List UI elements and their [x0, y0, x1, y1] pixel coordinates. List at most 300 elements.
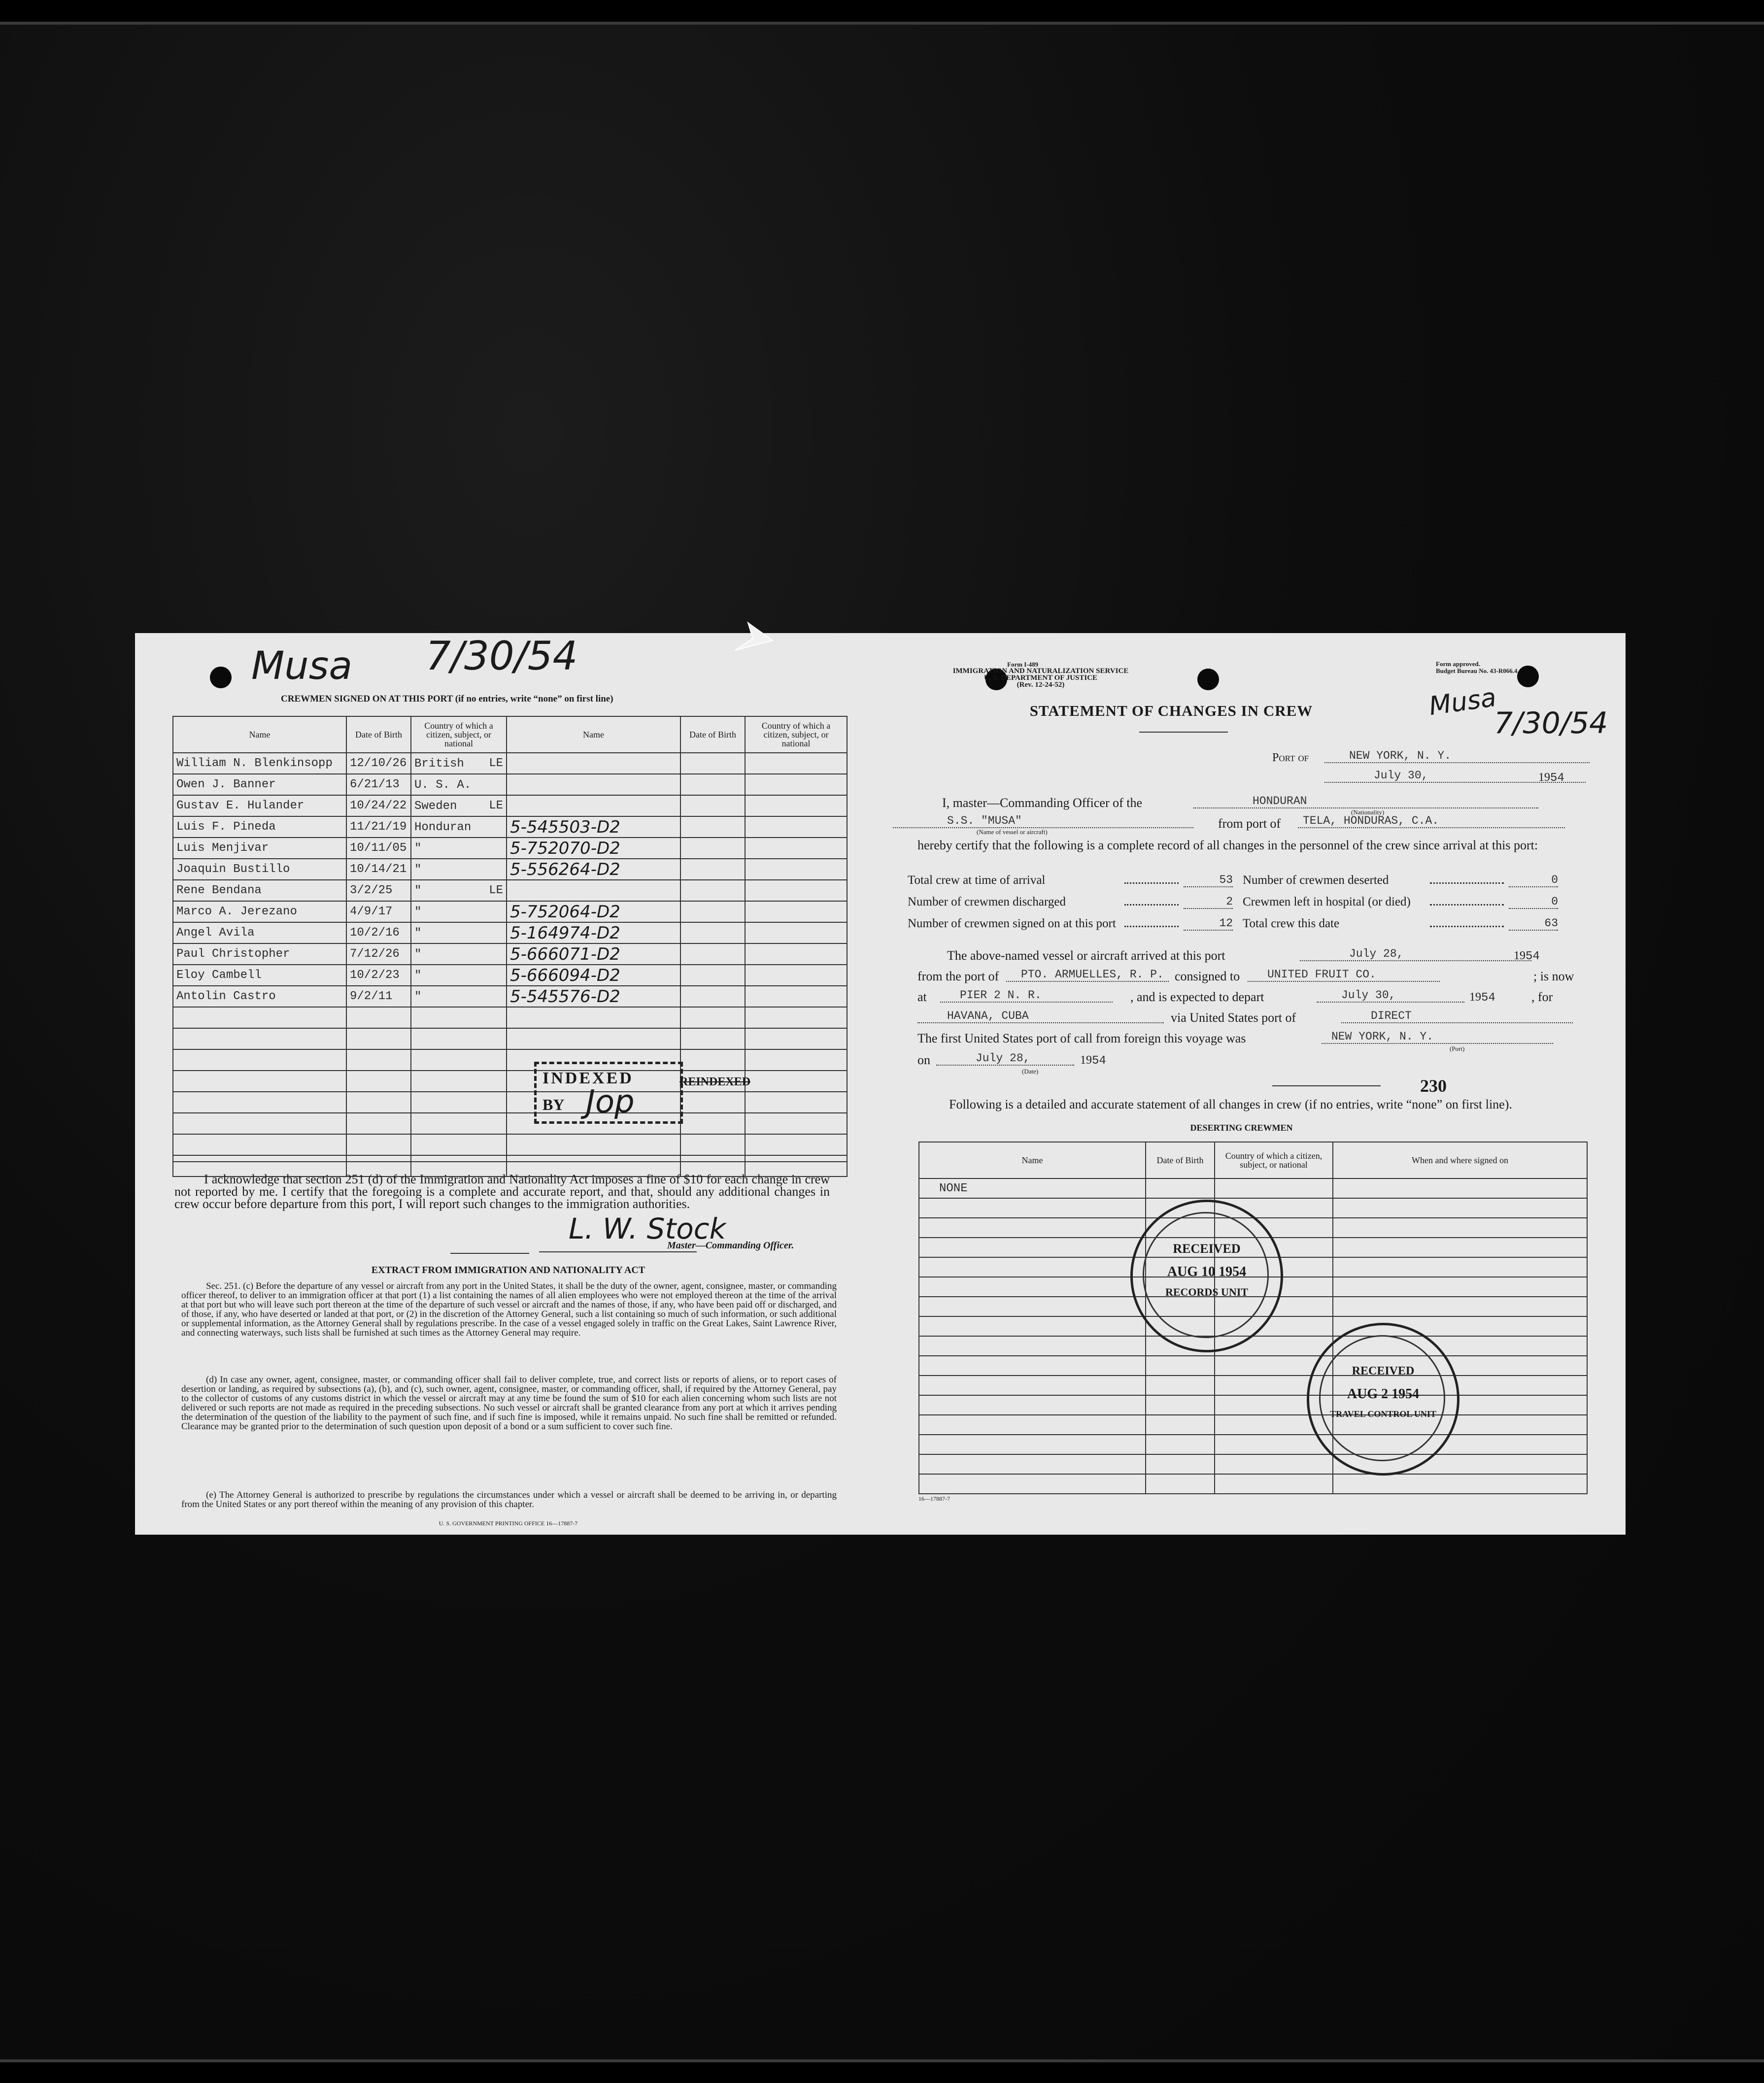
crew-note: LE: [489, 799, 503, 812]
table-cell: [745, 880, 847, 901]
table-cell: [411, 943, 507, 965]
table-row: [173, 1134, 847, 1155]
record-number: 230: [1420, 1076, 1447, 1096]
table-cell: [919, 1395, 1146, 1415]
left-footer: U. S. GOVERNMENT PRINTING OFFICE 16—17887-7: [439, 1520, 578, 1527]
table-cell: [1333, 1257, 1587, 1277]
table-cell: [173, 1049, 346, 1071]
stat-value: 63: [1509, 917, 1558, 931]
at-label: at: [917, 990, 927, 1004]
crew-reference: 5-752070-D2: [507, 838, 680, 859]
crew-name: William N. Blenkinsopp: [173, 753, 346, 774]
crew-reference: 5-556264-D2: [507, 859, 680, 880]
crew-country: Sweden: [414, 799, 457, 813]
table-cell: [1333, 1297, 1587, 1316]
table-cell: [745, 859, 847, 880]
table-cell: [173, 1028, 346, 1049]
reindexed-stamp: REINDEXED: [679, 1075, 751, 1088]
agency-dept: U. S. DEPARTMENT OF JUSTICE: [984, 674, 1098, 682]
table-cell: [507, 1134, 680, 1155]
table-cell: [173, 1113, 346, 1134]
table-row: [919, 1356, 1587, 1376]
year-19: 19: [1080, 1054, 1092, 1067]
table-cell: [411, 838, 507, 859]
from-port-value: TELA, HONDURAS, C.A.: [1298, 814, 1565, 828]
table-row: [173, 922, 847, 943]
table-cell: [346, 1092, 411, 1113]
table-row: [919, 1454, 1587, 1474]
table-cell: [745, 753, 847, 774]
crew-reference: 5-545576-D2: [507, 986, 680, 1007]
col-dob-2: Date of Birth: [680, 716, 745, 753]
crew-name: Luis F. Pineda: [173, 816, 346, 838]
table-cell: [173, 1007, 346, 1028]
port-sub: (Port): [1450, 1045, 1465, 1052]
dot-leader: [1124, 904, 1179, 906]
table-cell: [745, 901, 847, 922]
indexed-stamp: [534, 1062, 683, 1124]
table-cell: [411, 965, 507, 986]
received-records-stamp: [1130, 1200, 1283, 1352]
table-cell: [919, 1257, 1146, 1277]
table-row: [173, 880, 847, 901]
table-cell: [411, 1028, 507, 1049]
arrived-year-wrap: [1514, 949, 1540, 963]
form-agency: [913, 668, 1169, 688]
table-cell: [745, 1049, 847, 1071]
table-row: [173, 965, 847, 986]
arrived-date: July 28,: [1300, 947, 1531, 961]
deserting-none: NONE: [919, 1178, 1146, 1198]
crewmen-signed-on-table: [172, 716, 848, 1177]
table-cell: [745, 774, 847, 795]
at-value: PIER 2 N. R.: [940, 989, 1113, 1003]
table-cell: [680, 1113, 745, 1134]
binder-hole: [210, 667, 232, 688]
table-cell: [680, 1092, 745, 1113]
signature-line: [539, 1251, 697, 1252]
table-cell: [680, 880, 745, 901]
table-cell: [680, 795, 745, 816]
handwritten-date: 7/30/54: [1494, 706, 1608, 740]
table-row: [173, 901, 847, 922]
table-cell: [1146, 1454, 1215, 1474]
acknowledgement-text: I acknowledge that section 251 (d) of the Immigration and Nationality Act imposes a fine of $10 for each change in crew not reported by me. I certify that the foregoing is a complete and accurate report, and that, should any additional changes in crew occur before departure from this port, I will report such changes to the immigration authorities.: [174, 1172, 830, 1211]
table-row: [173, 753, 847, 774]
expected-label: , and is expected to depart: [1130, 990, 1264, 1004]
crew-dob: 4/9/17: [346, 901, 411, 922]
stamp2-unit: TRAVEL CONTROL UNIT: [1330, 1409, 1436, 1419]
certify-text: hereby certify that the following is a complete record of all changes in the personnel of the crew since arrival at this port:: [917, 838, 1538, 852]
report-date: July 30,: [1324, 769, 1586, 783]
port-label: Port of: [1272, 751, 1309, 764]
agency-name: IMMIGRATION AND NATURALIZATION SERVICE: [952, 667, 1129, 675]
table-cell: [919, 1474, 1146, 1494]
table-row: [919, 1395, 1587, 1415]
table-row: [919, 1376, 1587, 1395]
crew-reference: [507, 880, 680, 901]
table-cell: [411, 922, 507, 943]
crew-dob: 9/2/11: [346, 986, 411, 1007]
nationality-value: HONDURAN: [1193, 795, 1538, 808]
binder-hole: [1197, 669, 1219, 690]
table-cell: [1215, 1178, 1333, 1198]
table-cell: [1146, 1376, 1215, 1395]
table-cell: [1215, 1435, 1333, 1454]
table-cell: [919, 1454, 1146, 1474]
table-cell: [745, 986, 847, 1007]
table-cell: [680, 1134, 745, 1155]
handwritten-vessel-name: Musa: [251, 644, 353, 688]
table-cell: [745, 922, 847, 943]
stamp2-date: AUG 2 1954: [1347, 1386, 1420, 1402]
crew-reference: 5-545503-D2: [507, 816, 680, 838]
depart-date: July 30,: [1317, 989, 1464, 1003]
from-port-label: from port of: [1218, 816, 1281, 831]
table-cell: [1146, 1178, 1215, 1198]
crew-dob: 10/2/23: [346, 965, 411, 986]
table-cell: [411, 1113, 507, 1134]
table-cell: [411, 795, 507, 816]
stamp1-date: AUG 10 1954: [1167, 1264, 1247, 1279]
table-cell: [680, 922, 745, 943]
table-cell: [411, 1092, 507, 1113]
table-cell: [507, 1007, 680, 1028]
table-row: [173, 838, 847, 859]
crew-name: Paul Christopher: [173, 943, 346, 965]
crew-country: ": [414, 905, 422, 919]
table-cell: [1333, 1474, 1587, 1494]
crew-country: ": [414, 863, 422, 876]
stat-value: 53: [1184, 874, 1233, 887]
crew-name: Angel Avila: [173, 922, 346, 943]
nationality-label: (Nationality): [1351, 808, 1385, 816]
crew-name: Marco A. Jerezano: [173, 901, 346, 922]
table-cell: [1333, 1218, 1587, 1238]
form-number: Form I-489: [1007, 661, 1039, 668]
crew-reference: 5-666071-D2: [507, 943, 680, 965]
table-cell: [745, 1028, 847, 1049]
crew-name: Antolin Castro: [173, 986, 346, 1007]
crew-country: U. S. A.: [414, 778, 472, 792]
table-cell: [346, 1113, 411, 1134]
port-value: NEW YORK, N. Y.: [1324, 749, 1590, 763]
table-cell: [1146, 1415, 1215, 1435]
form-approval: [1436, 661, 1519, 674]
consigned-value: UNITED FRUIT CO.: [1248, 968, 1440, 982]
crew-dob: 3/2/25: [346, 880, 411, 901]
indexed-initials: Jop: [586, 1084, 635, 1120]
table-cell: [173, 1092, 346, 1113]
table-cell: [680, 774, 745, 795]
table-row: [173, 1113, 847, 1134]
stamp2-received: RECEIVED: [1352, 1365, 1415, 1377]
table-cell: [1146, 1395, 1215, 1415]
table-row: [173, 986, 847, 1007]
crew-reference: [507, 753, 680, 774]
table-row: [173, 1049, 847, 1071]
first-port-value: NEW YORK, N. Y.: [1322, 1030, 1553, 1044]
table-cell: [745, 943, 847, 965]
table-cell: [919, 1336, 1146, 1356]
table-cell: [507, 1028, 680, 1049]
crew-country: ": [414, 947, 422, 961]
master-line: I, master—Commanding Officer of the: [942, 796, 1143, 810]
table-cell: [346, 1049, 411, 1071]
table-cell: [919, 1356, 1146, 1376]
table-row: [919, 1336, 1587, 1356]
table-cell: [745, 1134, 847, 1155]
table-row: [919, 1415, 1587, 1435]
extract-title: EXTRACT FROM IMMIGRATION AND NATIONALITY ACT: [371, 1265, 645, 1276]
col-dob: Date of Birth: [346, 716, 411, 753]
on-year: 54: [1092, 1054, 1106, 1068]
crew-dob: 6/21/13: [346, 774, 411, 795]
table-cell: [411, 1049, 507, 1071]
vessel-label: (Name of vessel or aircraft): [977, 828, 1048, 836]
table-cell: [680, 986, 745, 1007]
extract-section-d: (d) In case any owner, agent, consignee, master, or commanding officer shall fail to deliver complete, true, and correct lists or reports of aliens, or to report cases of desertion or landing, as required by subsections (a), (b), and (c), such owner, agent, consignee, master, or commanding officer, shall, if required by the Attorney General, pay to the collector of customs of any customs district in which the vessel or aircraft may at any time be found the sum of $10 for each alien concerning whom such lists are not delivered or such reports are not made as required in the preceding subsections. No such vessel or aircraft shall be granted clearance from any port at which it arrives pending the determination of the question of the liability to the payment of such fine, and if such fine is imposed, while it remains unpaid. No such fine shall be remitted or refunded. Clearance may be granted prior to the determination of such question upon deposit of a bond or a sum sufficient to cover such fine.: [181, 1375, 837, 1432]
table-row: [173, 1007, 847, 1028]
stamp1-unit: RECORDS UNIT: [1165, 1286, 1249, 1298]
table-cell: [745, 795, 847, 816]
table-row: [173, 1092, 847, 1113]
stat-value: 0: [1509, 895, 1558, 909]
statement-of-changes-page: [878, 633, 1626, 1535]
table-cell: [173, 1134, 346, 1155]
table-cell: [680, 753, 745, 774]
d-col-dob: Date of Birth: [1146, 1142, 1215, 1178]
stat-label: Number of crewmen discharged: [908, 895, 1066, 908]
table-cell: [1215, 1474, 1333, 1494]
indexed-stamp-by: BY: [543, 1096, 565, 1113]
table-cell: [680, 816, 745, 838]
table-cell: [745, 1071, 847, 1092]
table-cell: [1146, 1435, 1215, 1454]
statement-title: STATEMENT OF CHANGES IN CREW: [1029, 702, 1313, 719]
crewmen-signed-on-title: CREWMEN SIGNED ON AT THIS PORT (if no entries, write “none” on first line): [281, 694, 613, 704]
short-rule: [1272, 1085, 1381, 1086]
table-cell: [680, 1049, 745, 1071]
crew-name: Rene Bendana: [173, 880, 346, 901]
year-19: 19: [1469, 991, 1481, 1004]
crew-dob: 11/21/19: [346, 816, 411, 838]
table-row: [173, 816, 847, 838]
table-cell: [1146, 1474, 1215, 1494]
following-text: Following is a detailed and accurate statement of all changes in crew (if no entries, write “none” on first line).: [949, 1097, 1512, 1111]
year-19: 19: [1514, 949, 1526, 962]
table-row: [919, 1178, 1587, 1198]
for-label: , for: [1531, 990, 1553, 1004]
crew-name: Eloy Cambell: [173, 965, 346, 986]
indexed-stamp-text: INDEXED: [543, 1069, 634, 1087]
table-cell: [411, 859, 507, 880]
arrived-label: The above-named vessel or aircraft arrived at this port: [947, 948, 1225, 963]
crew-reference: [507, 774, 680, 795]
crew-reference: 5-666094-D2: [507, 965, 680, 986]
d-col-country: Country of which a citizen, subject, or national: [1215, 1142, 1333, 1178]
binder-hole: [1517, 666, 1539, 687]
table-cell: [411, 816, 507, 838]
handwritten-date: 7/30/54: [426, 633, 578, 679]
year-19: 19: [1538, 771, 1550, 784]
table-cell: [411, 753, 507, 774]
stat-label: Number of crewmen deserted: [1243, 874, 1389, 887]
stat-value: 12: [1184, 917, 1233, 931]
film-top-border: [0, 0, 1764, 25]
table-row: [173, 774, 847, 795]
dot-leader: [1124, 926, 1179, 927]
table-cell: [411, 774, 507, 795]
table-cell: [919, 1376, 1146, 1395]
table-cell: [1333, 1178, 1587, 1198]
table-cell: [919, 1218, 1146, 1238]
crew-country: ": [414, 969, 422, 982]
crew-country: ": [414, 926, 422, 940]
crew-country: ": [414, 884, 422, 898]
table-cell: [411, 880, 507, 901]
depart-year-wrap: [1469, 991, 1495, 1005]
stat-value: 2: [1184, 895, 1233, 909]
d-col-name: Name: [919, 1142, 1146, 1178]
crew-country: ": [414, 841, 422, 855]
table-cell: [919, 1277, 1146, 1297]
stat-label: Number of crewmen signed on at this port: [908, 917, 1116, 930]
table-cell: [1215, 1454, 1333, 1474]
table-cell: [411, 901, 507, 922]
table-cell: [680, 1028, 745, 1049]
crew-dob: 12/10/26: [346, 753, 411, 774]
dot-leader: [1430, 882, 1504, 884]
dot-leader: [1430, 904, 1504, 906]
col-name-2: Name: [507, 716, 680, 753]
crew-dob: 7/12/26: [346, 943, 411, 965]
consigned-label: consigned to: [1175, 969, 1240, 983]
table-cell: [346, 1007, 411, 1028]
table-cell: [680, 965, 745, 986]
crew-note: LE: [489, 756, 503, 770]
crew-reference: [507, 795, 680, 816]
crew-dob: 10/2/16: [346, 922, 411, 943]
table-row: [173, 795, 847, 816]
table-cell: [745, 1092, 847, 1113]
divider: [172, 1161, 847, 1162]
table-cell: [680, 943, 745, 965]
pointer-arrow-icon: [733, 621, 778, 660]
stamp1-received: RECEIVED: [1173, 1242, 1241, 1256]
master-signature: L. W. Stock: [569, 1212, 726, 1245]
right-footer: 16—17887-7: [918, 1495, 950, 1502]
title-rule: [1139, 732, 1228, 733]
vessel-value: S.S. "MUSA": [893, 814, 1193, 828]
crew-note: LE: [489, 883, 503, 897]
table-cell: [919, 1316, 1146, 1336]
crew-country: Honduran: [414, 820, 472, 834]
table-cell: [919, 1415, 1146, 1435]
table-cell: [680, 1007, 745, 1028]
table-cell: [1333, 1198, 1587, 1218]
col-name: Name: [173, 716, 346, 753]
year-value: 54: [1550, 772, 1564, 785]
crew-name: Gustav E. Hulander: [173, 795, 346, 816]
crew-name: Luis Menjivar: [173, 838, 346, 859]
film-bottom-border: [0, 2059, 1764, 2083]
crew-country: ": [414, 990, 422, 1004]
table-cell: [919, 1297, 1146, 1316]
stat-label: Crewmen left in hospital (or died): [1243, 895, 1411, 908]
table-cell: [346, 1028, 411, 1049]
dot-leader: [1124, 882, 1179, 884]
col-country-2: Country of which a citizen, subject, or national: [745, 716, 847, 753]
short-divider: [450, 1253, 529, 1254]
crew-dob: 10/11/05: [346, 838, 411, 859]
table-cell: [680, 859, 745, 880]
table-cell: [745, 838, 847, 859]
master-label: Master—Commanding Officer.: [667, 1240, 794, 1251]
deserting-title: DESERTING CREWMEN: [1190, 1123, 1293, 1133]
table-cell: [346, 1134, 411, 1155]
d-col-when: When and where signed on: [1333, 1142, 1587, 1178]
via-value: DIRECT: [1341, 1009, 1573, 1023]
destination-value: HAVANA, CUBA: [917, 1009, 1164, 1023]
table-cell: [745, 965, 847, 986]
table-cell: [1333, 1277, 1587, 1297]
table-row: [173, 943, 847, 965]
stat-label: Total crew at time of arrival: [908, 874, 1046, 887]
crew-name: Joaquin Bustillo: [173, 859, 346, 880]
table-cell: [919, 1435, 1146, 1454]
is-now-label: ; is now: [1533, 969, 1574, 983]
dot-leader: [1430, 926, 1504, 927]
handwritten-vessel-name: Musa: [1427, 682, 1498, 722]
date-sub: (Date): [1022, 1068, 1039, 1075]
table-cell: [745, 816, 847, 838]
table-cell: [1146, 1356, 1215, 1376]
table-cell: [173, 1071, 346, 1092]
table-cell: [919, 1238, 1146, 1257]
on-year-wrap: [1080, 1054, 1106, 1068]
depart-year: 54: [1481, 991, 1495, 1005]
table-cell: [919, 1198, 1146, 1218]
table-cell: [411, 986, 507, 1007]
arrived-year: 54: [1526, 950, 1540, 963]
year-prefix: [1538, 771, 1564, 785]
extract-section-e: (e) The Attorney General is authorized to prescribe by regulations the circumstances under which a vessel or aircraft shall be deemed to be arriving in, or departing from the United States or any port thereof within the meaning of any provision of this chapter.: [181, 1490, 837, 1510]
from-the-port-label: from the port of: [917, 969, 999, 983]
table-cell: [745, 1007, 847, 1028]
crew-signed-on-page: [135, 633, 882, 1535]
table-cell: [411, 1134, 507, 1155]
from-the-port-value: PTO. ARMUELLES, R. P.: [1006, 968, 1169, 982]
on-date: July 28,: [936, 1052, 1074, 1066]
crew-name: Owen J. Banner: [173, 774, 346, 795]
crew-dob: 10/24/22: [346, 795, 411, 816]
table-cell: [411, 1071, 507, 1092]
table-row: [173, 1028, 847, 1049]
extract-section-c: Sec. 251. (c) Before the departure of any vessel or aircraft from any port in the United States, it shall be the duty of the owner, agent, consignee, master, or commanding officer thereof, to deliver to an immigration officer at that port (1) a list containing the names of all alien employees who were not employed thereon at the time of the arrival at that port but who will leave such port thereon at the time of the departure of such vessel or aircraft and the names of those, if any, who have been paid off or discharged, and of those, if any, who have deserted or landed at that port, or (2) in the discretion of the Attorney General, such a list containing so much of such information, or such additional or supplemental information, as the Attorney General shall by regulations prescribe. In the case of a vessel engaged solely in traffic on the Great Lakes, Saint Lawrence River, and connecting waterways, such lists shall be furnished at such times as the Attorney General may require.: [181, 1281, 837, 1338]
on-label: on: [917, 1053, 930, 1067]
stat-value: 0: [1509, 874, 1558, 887]
form-approved: Form approved.: [1436, 660, 1481, 668]
via-label: via United States port of: [1171, 1010, 1296, 1025]
crew-country: British: [414, 757, 464, 771]
table-row: [173, 859, 847, 880]
table-cell: [680, 901, 745, 922]
table-row: [919, 1435, 1587, 1454]
form-revision: (Rev. 12-24-52): [1017, 681, 1065, 689]
table-cell: [346, 1071, 411, 1092]
first-port-label: The first United States port of call from foreign this voyage was: [917, 1031, 1246, 1045]
